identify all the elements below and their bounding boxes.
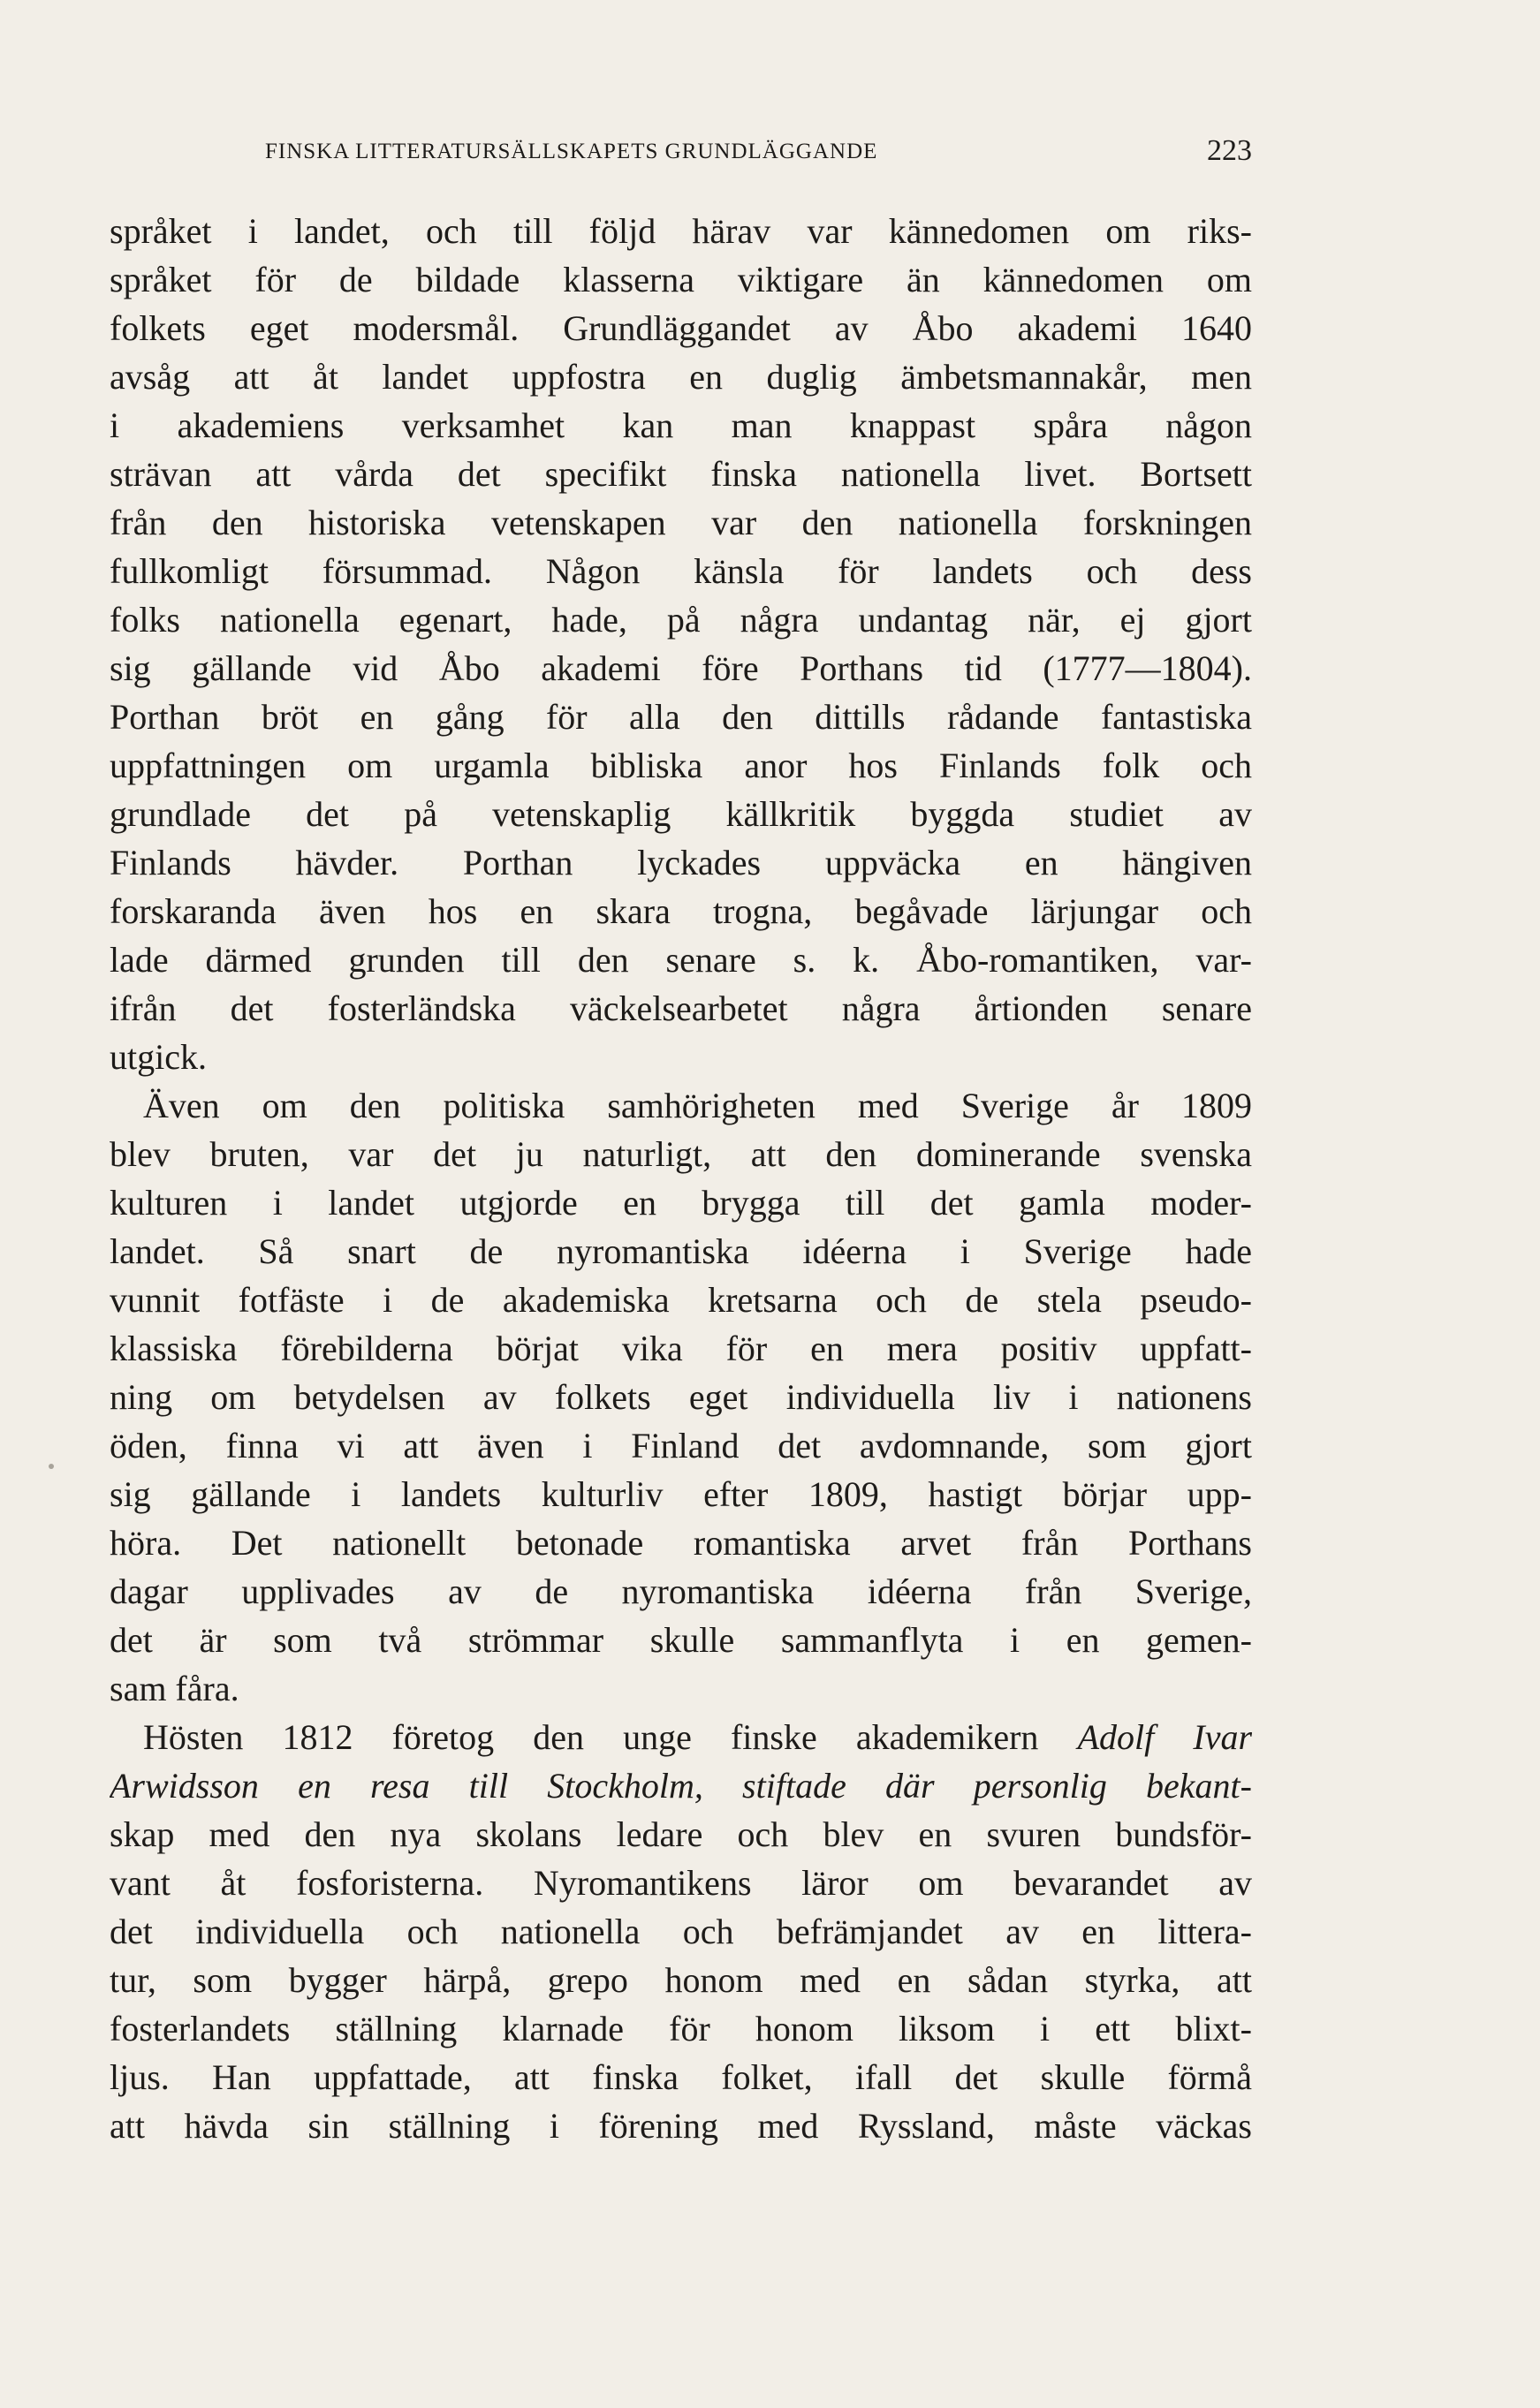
text-line: ifrån det fosterländska väckelsearbetet några årtionden senare: [110, 988, 1252, 1028]
text-line: blev bruten, var det ju naturligt, att den dominerande svenska: [110, 1134, 1252, 1174]
text-line: höra. Det nationellt betonade romantiska arvet från Porthans: [110, 1523, 1252, 1563]
text-line: det individuella och nationella och befrämjandet av en littera-: [110, 1912, 1252, 1951]
text-line: grundlade det på vetenskaplig källkritik byggda studiet av: [110, 794, 1252, 834]
text-line: forskaranda även hos en skara trogna, begåvade lärjungar och: [110, 891, 1252, 931]
text-line: i akademiens verksamhet kan man knappast spåra någon: [110, 405, 1252, 445]
text-line: språket för de bildade klasserna viktigare än kännedomen om: [110, 260, 1252, 299]
page-number: 223: [1207, 134, 1252, 167]
text-line: folks nationella egenart, hade, på några undantag när, ej gjort: [110, 600, 1252, 640]
text-line: att hävda sin ställning i förening med Ryssland, måste väckas: [110, 2106, 1252, 2146]
text-line: vant åt fosforisterna. Nyromantikens läror om bevarandet av: [110, 1863, 1252, 1903]
text-line: sam fåra.: [110, 1669, 239, 1708]
text-line: skap med den nya skolans ledare och blev en svuren bundsför-: [110, 1814, 1252, 1854]
text-line: från den historiska vetenskapen var den nationella forskningen: [110, 503, 1252, 542]
text-line: uppfattningen om urgamla bibliska anor hos Finlands folk och: [110, 746, 1252, 785]
text-line: klassiska förebilderna börjat vika för en mera positiv uppfatt-: [110, 1329, 1252, 1368]
text-line: strävan att vårda det specifikt finska nationella livet. Bortsett: [110, 454, 1252, 494]
running-head: [265, 134, 1252, 178]
text-line: kulturen i landet utgjorde en brygga till det gamla moder-: [110, 1183, 1252, 1223]
text-line: det är som två strömmar skulle sammanflyta i en gemen-: [110, 1620, 1252, 1660]
text-line: fullkomligt försummad. Någon känsla för landets och dess: [110, 551, 1252, 591]
text-line: Även om den politiska samhörigheten med Sverige år 1809: [143, 1086, 1252, 1125]
text-line: ning om betydelsen av folkets eget individuella liv i nationens: [110, 1377, 1252, 1417]
text-line: fosterlandets ställning klarnade för honom liksom i ett blixt-: [110, 2009, 1252, 2048]
text-line: [110, 1761, 1252, 1810]
margin-speck: [49, 1464, 54, 1469]
body-text: [110, 207, 1252, 2150]
running-title: FINSKA LITTERATURSÄLLSKAPETS GRUNDLÄGGANDE: [265, 140, 878, 163]
text-line: lade därmed grunden till den senare s. k. Åbo-romantiken, var-: [110, 940, 1252, 980]
text-line: ljus. Han uppfattade, att finska folket, ifall det skulle förmå: [110, 2057, 1252, 2097]
text-line: sig gällande vid Åbo akademi före Porthans tid (1777—1804).: [110, 648, 1252, 688]
text-line: avsåg att åt landet uppfostra en duglig ämbetsmannakår, men: [110, 357, 1252, 397]
text-line: dagar upplivades av de nyromantiska idéerna från Sverige,: [110, 1571, 1252, 1611]
text-line: [110, 1713, 1252, 1761]
text-line: tur, som bygger härpå, grepo honom med en sådan styrka, att: [110, 1960, 1252, 2000]
text-line: utgick.: [110, 1037, 207, 1077]
text-line: landet. Så snart de nyromantiska idéerna i Sverige hade: [110, 1231, 1252, 1271]
text-line: Finlands hävder. Porthan lyckades uppväcka en hängiven: [110, 843, 1252, 882]
text-line: vunnit fotfäste i de akademiska kretsarna och de stela pseudo-: [110, 1280, 1252, 1320]
text-line: folkets eget modersmål. Grundläggandet av Åbo akademi 1640: [110, 308, 1252, 348]
text-line: sig gällande i landets kulturliv efter 1809, hastigt börjar upp-: [110, 1474, 1252, 1514]
text-line: Porthan bröt en gång för alla den dittills rådande fantastiska: [110, 697, 1252, 737]
text-line: språket i landet, och till följd härav var kännedomen om riks-: [110, 211, 1252, 251]
text-segment: Hösten 1812 företog den unge finske akademikern: [143, 1717, 1039, 1757]
italic-surname: Arwidsson en resa till Stockholm, stiftade där personlig bekant-: [110, 1766, 1252, 1806]
italic-name: Adolf Ivar: [1077, 1717, 1252, 1757]
text-line: öden, finna vi att även i Finland det avdomnande, som gjort: [110, 1426, 1252, 1465]
